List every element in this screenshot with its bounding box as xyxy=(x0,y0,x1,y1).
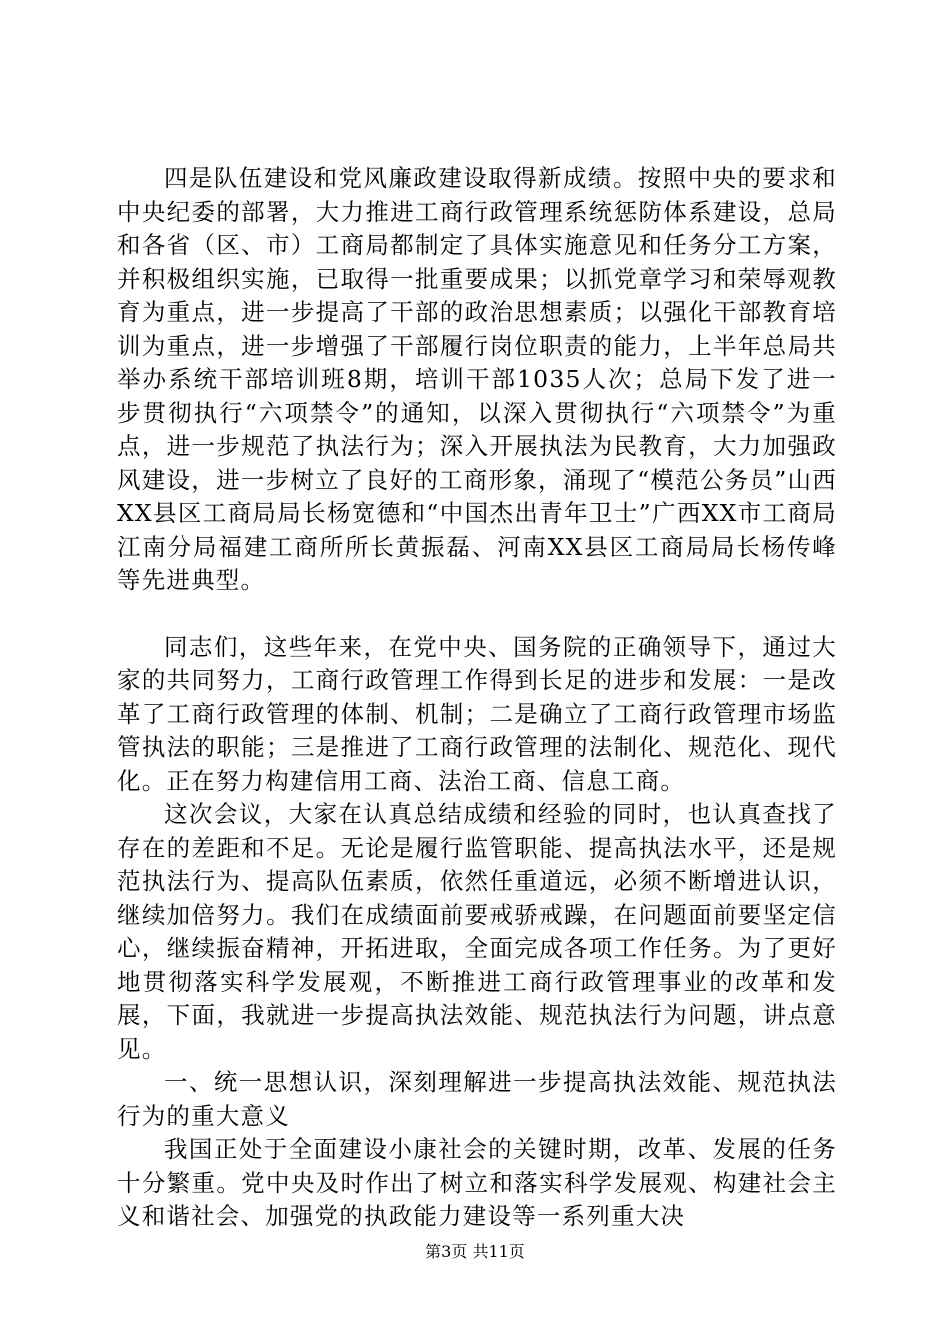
document-body xyxy=(117,162,837,1234)
paragraph-meeting: 这次会议，大家在认真总结成绩和经验的同时，也认真查找了存在的差距和不足。无论是履行监管职能、提高执法水平，还是规范执法行为、提高队伍素质，依然任重道远，必须不断增进认识，继续加倍努力。我们在成绩面前要戒骄戒躁，在问题面前要坚定信心，继续振奋精神，开拓进取，全面完成各项工作任务。为了更好地贯彻落实科学发展观，不断推进工商行政管理事业的改革和发展，下面，我就进一步提高执法效能、规范执法行为问题，讲点意见。 xyxy=(117,800,837,1063)
section-heading-1: 一、统一思想认识，深刻理解进一步提高执法效能、规范执法行为的重大意义 xyxy=(117,1068,837,1130)
paragraph-key-period: 我国正处于全面建设小康社会的关键时期，改革、发展的任务十分繁重。党中央及时作出了树立和落实科学发展观、构建社会主义和谐社会、加强党的执政能力建设等一系列重大决 xyxy=(117,1135,837,1230)
paragraph-team-building: 四是队伍建设和党风廉政建设取得新成绩。按照中央的要求和中央纪委的部署，大力推进工商行政管理系统惩防体系建设，总局和各省（区、市）工商局都制定了具体实施意见和任务分工方案，并积极组织实施，已取得一批重要成果；以抓党章学习和荣辱观教育为重点，进一步提高了干部的政治思想素质；以强化干部教育培训为重点，进一步增强了干部履行岗位职责的能力，上半年总局共举办系统干部培训班8期，培训干部1035人次；总局下发了进一步贯彻执行“六项禁令”的通知，以深入贯彻执行“六项禁令”为重点，进一步规范了执法行为；深入开展执法为民教育，大力加强政风建设，进一步树立了良好的工商形象，涌现了“模范公务员”山西XX县区工商局局长杨宽德和“中国杰出青年卫士”广西XX市工商局江南分局福建工商所所长黄振磊、河南XX县区工商局局长杨传峰等先进典型。 xyxy=(117,164,837,594)
page-number-footer: 第3页 共11页 xyxy=(425,1242,525,1261)
paragraph-spacer xyxy=(117,598,837,631)
paragraph-comrades: 同志们，这些年来，在党中央、国务院的正确领导下，通过大家的共同努力，工商行政管理工作得到长足的进步和发展：一是改革了工商行政管理的体制、机制；二是确立了工商行政管理市场监管执法的职能；三是推进了工商行政管理的法制化、规范化、现代化。正在努力构建信用工商、法治工商、信息工商。 xyxy=(117,632,837,795)
